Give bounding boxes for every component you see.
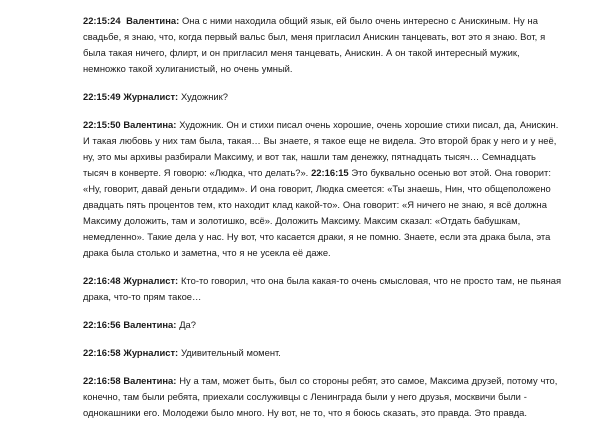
transcript-paragraph [83, 373, 563, 421]
transcript-paragraph [83, 317, 563, 333]
timestamp: 22:16:58 [83, 347, 121, 358]
transcript-paragraph [83, 13, 563, 77]
speaker-label: Валентина: [123, 119, 177, 130]
utterance-text: Ну а там, может быть, был со стороны ребят, это самое, Максима друзей, потому что, конечно, там были ребята, приехали сослуживцы с Ленинграда были у него друзья, москвичи были - однокашники его. Молодежи было много. Ну вот, не то, что я боюсь сказать, это правда. Это правда. [83, 375, 558, 418]
utterance-text: Да? [176, 319, 196, 330]
transcript-paragraph [83, 273, 563, 305]
transcript-paragraph [83, 89, 563, 105]
transcript [83, 13, 563, 433]
speaker-label: Валентина: [123, 375, 177, 386]
timestamp: 22:16:48 [83, 275, 121, 286]
utterance-text: Художник? [178, 91, 228, 102]
utterance-text-continued: Это буквально осенью вот этой. Она говорит: «Ну, говорит, давай деньги отдадим». И она говорит, Людка смеется: «Ты знаешь, Нин, что общеположено двадцать пять процентов тем, кто находит клад какой-то». Она говорит: «Я ничего не знаю, я всё должна Максиму доложить, там и золотишко, всё». Доложить Максиму. Максим сказал: «Отдать бабушкам, немедленно». Такие дела у нас. Ну вот, что касается драки, я не помню. Знаете, если эта драка была, эта драка была столько и заметна, что я не усекла её даже. [83, 167, 551, 258]
utterance-text: Она с ними находила общий язык, ей было очень интересно с Анискиным. Ну на свадьбе, я знаю, что, когда первый вальс был, меня пригласил Анискин танцевать, вот это я знаю. Вот, я была такая ничего, флирт, и он пригласил меня танцевать, Анискин. А он такой интересный мужик, немножко такой хулиганистый, но очень умный. [83, 15, 546, 74]
speaker-label: Журналист: [123, 347, 179, 358]
utterance-text: Удивительный момент. [178, 347, 281, 358]
timestamp: 22:16:56 [83, 319, 121, 330]
speaker-label: Валентина: [123, 319, 177, 330]
transcript-paragraph [83, 117, 563, 261]
inline-timestamp: 22:16:15 [311, 167, 349, 178]
speaker-label: Журналист: [123, 275, 179, 286]
speaker-label: Валентина: [126, 15, 180, 26]
utterance-text: Художник. Он и стихи писал очень хорошие, очень хорошие стихи писал, да, Анискин. И такая любовь у них там была, такая… Вы знаете, я такое еще не видела. Это второй брак у него и у неё, ну, это мы архивы разбирали Максиму, и вот так, нашли там денежку, пятнадцать тысяч… Семнадцать тысяч в конверте. Я говорю: «Людка, что делать?». [83, 119, 559, 178]
timestamp: 22:15:49 [83, 91, 121, 102]
speaker-label: Журналист: [123, 91, 179, 102]
timestamp: 22:15:24 [83, 15, 121, 26]
transcript-paragraph [83, 345, 563, 361]
timestamp: 22:16:58 [83, 375, 121, 386]
utterance-text: Кто-то говорил, что она была какая-то очень смысловая, что не просто там, не пьяная драка, что-то прям такое… [83, 275, 562, 302]
timestamp: 22:15:50 [83, 119, 121, 130]
